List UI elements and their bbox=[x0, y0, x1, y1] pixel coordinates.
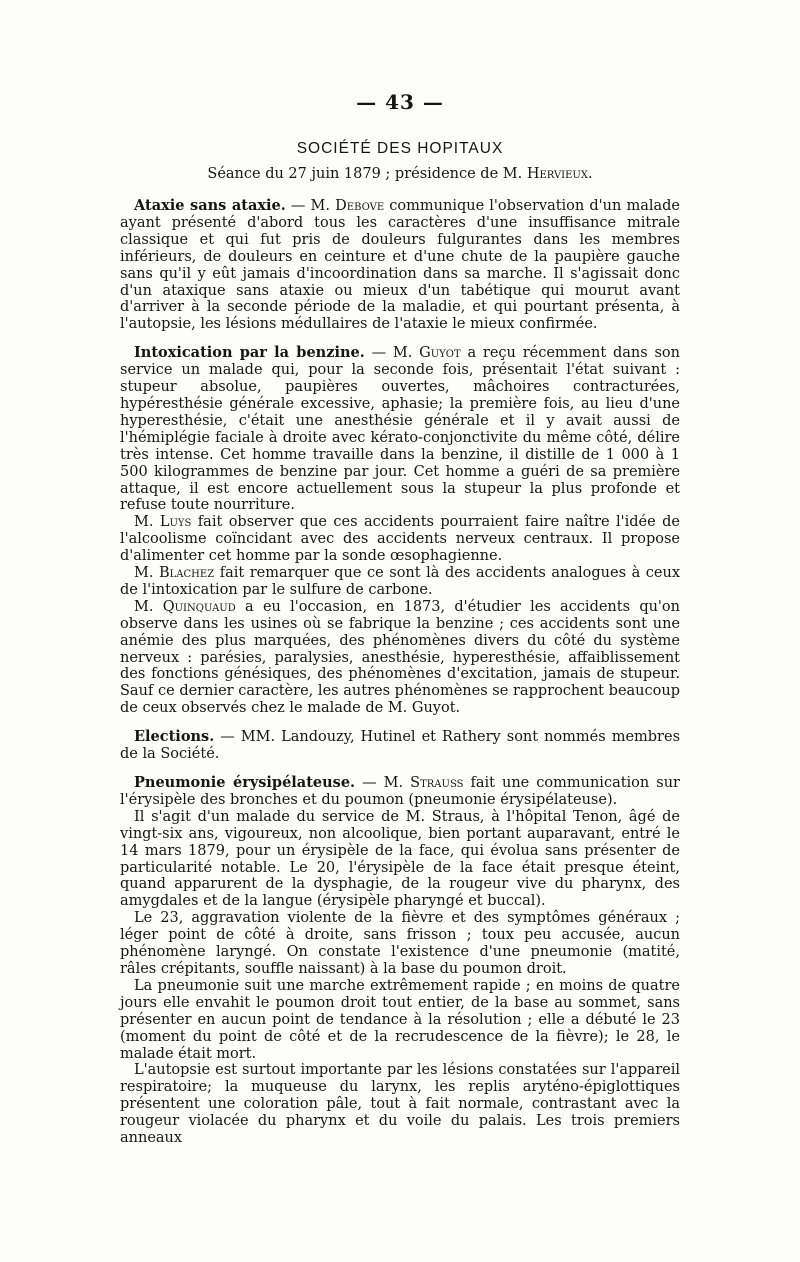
author-name: Debove bbox=[335, 198, 385, 214]
section-ataxie bbox=[120, 198, 680, 333]
lead-text: M. bbox=[134, 598, 163, 615]
page-number: — 43 — bbox=[356, 90, 444, 114]
session-suffix: . bbox=[587, 166, 593, 182]
lead-text: — M. bbox=[355, 775, 411, 791]
author-name: Blachez bbox=[159, 565, 215, 582]
society-title: SOCIÉTÉ DES HOPITAUX bbox=[296, 140, 504, 157]
section-heading: Intoxication par la benzine. bbox=[134, 344, 365, 362]
paragraph-text: a reçu récemment dans son service un malade qui, pour la seconde fois, présentait l'état suivant : stupeur absolue, paupières ouvertes, mâchoires contracturées, hypéresthésie générale excessive, aphasie; la première fois, au lieu d'une hyperesthésie, c'était une anesthésie générale et il y avait aussi de l'hémiplégie faciale à droite avec kérato-conjonctivite du même côté, délire très intense. Cet homme travaille dans la benzine, il distille de 1 000 à 1 500 kilogrammes de benzine par jour. Cet homme a guéri de sa première attaque, il est encore actuellement sous la stupeur la plus profonde et refuse toute nourriture. bbox=[120, 345, 680, 514]
paragraph: L'autopsie est surtout importante par les lésions constatées sur l'appareil respiratoire; la muqueuse du larynx, les replis aryténo-épiglottiques présentent une coloration pâle, tout à fait normale, contrastant avec la rougeur violacée du pharynx et du voile du palais. Les trois premiers anneaux bbox=[120, 1062, 680, 1147]
paragraph-text: fait une communication sur l'érysipèle des bronches et du poumon (pneumonie érysipélateuse). bbox=[120, 775, 680, 808]
paragraph bbox=[120, 775, 680, 809]
section-heading: Pneumonie érysipélateuse. bbox=[134, 774, 356, 791]
lead-text: — M. bbox=[285, 198, 336, 214]
author-name: Guyot bbox=[419, 345, 461, 362]
paragraph: Le 23, aggravation violente de la fièvre et des symptômes généraux ; léger point de côté à droite, sans frisson ; toux peu accusée, aucun phénomène laryngé. On constate l'existence d'une pneumonie (matité, râles crépitants, souffle naissant) à la base du poumon droit. bbox=[120, 910, 680, 977]
paragraph bbox=[120, 514, 680, 565]
paragraph-text: fait remarquer que ce sont là des accidents analogues à ceux de l'intoxication par le sulfure de carbone. bbox=[120, 565, 680, 598]
section-heading: Ataxie sans ataxie. bbox=[134, 197, 286, 214]
lead-text: — M. bbox=[364, 345, 420, 362]
paragraph bbox=[120, 198, 680, 333]
paragraph: Il s'agit d'un malade du service de M. Straus, à l'hôpital Tenon, âgé de vingt-six ans, vigoureux, non alcoolique, bien portant auparavant, entré le 14 mars 1879, pour un érysipèle de la face, qui évolua sans présenter de particularité notable. Le 20, l'érysipèle de la face était presque éteint, quand apparurent de la dysphagie, de la rougeur vive du pharynx, des amygdales et de la langue (érysipèle pharyngé et buccal). bbox=[120, 808, 680, 910]
section-benzine bbox=[120, 345, 680, 717]
author-name: Quinquaud bbox=[162, 598, 236, 615]
paragraph-text: communique l'observation d'un malade ayant présenté d'abord tous les caractères d'une insuffisance mitrale classique et qui fut pris de douleurs fulgurantes dans les membres inférieurs, de douleurs en ceinture et d'une chute de la paupière gauche sans qu'il y eût jamais d'incoordination dans sa marche. Il s'agissait donc d'un ataxique sans ataxie ou mieux d'un tabétique qui mourut avant d'arriver à la seconde période de la maladie, et qui pourtant présenta, à l'autopsie, les lésions médullaires de l'ataxie le mieux confirmée. bbox=[120, 198, 681, 333]
paragraph-text: — MM. Landouzy, Hutinel et Rathery sont nommés membres de la Société. bbox=[120, 729, 681, 763]
section-pneumonie bbox=[120, 775, 680, 1147]
paragraph-text: fait observer que ces accidents pourraient faire naître l'idée de l'alcoolisme coïncidant avec des accidents nerveux centraux. Il propose d'alimenter cet homme par la sonde œsophagienne. bbox=[120, 514, 680, 565]
paragraph bbox=[120, 729, 680, 763]
paragraph-text: a eu l'occasion, en 1873, d'étudier les accidents qu'on observe dans les usines où se fabrique la benzine ; ces accidents sont une anémie des plus marquées, des phénomènes divers du côté du système nerveux : parésies, paralysies, anesthésie, hyperesthésie, affaiblissement des fonctions génésiques, des phénomènes d'excitation, jamais de stupeur. Sauf ce dernier caractère, les autres phénomènes se rapprochent beaucoup de ceux observés chez le malade de M. Guyot. bbox=[120, 598, 680, 717]
session-prefix: Séance du 27 juin 1879 ; présidence de M. bbox=[207, 166, 527, 182]
president-name: Hervieux bbox=[526, 166, 588, 182]
paragraph bbox=[120, 565, 680, 599]
section-heading: Elections. bbox=[134, 728, 215, 746]
document-page bbox=[120, 90, 680, 1159]
lead-text: M. bbox=[134, 565, 160, 582]
author-name: Luys bbox=[159, 514, 192, 531]
paragraph bbox=[120, 345, 680, 514]
section-elections bbox=[120, 729, 680, 763]
session-line bbox=[120, 166, 680, 182]
paragraph bbox=[120, 599, 680, 717]
paragraph: La pneumonie suit une marche extrêmement rapide ; en moins de quatre jours elle envahit le poumon droit tout entier, de la base au sommet, sans présenter en aucun point de tendance à la résolution ; elle a débuté le 23 (moment du point de côté et de la recrudescence de la fièvre); le 28, le malade était mort. bbox=[120, 977, 680, 1062]
lead-text: M. bbox=[134, 514, 160, 531]
author-name: Strauss bbox=[410, 775, 464, 791]
